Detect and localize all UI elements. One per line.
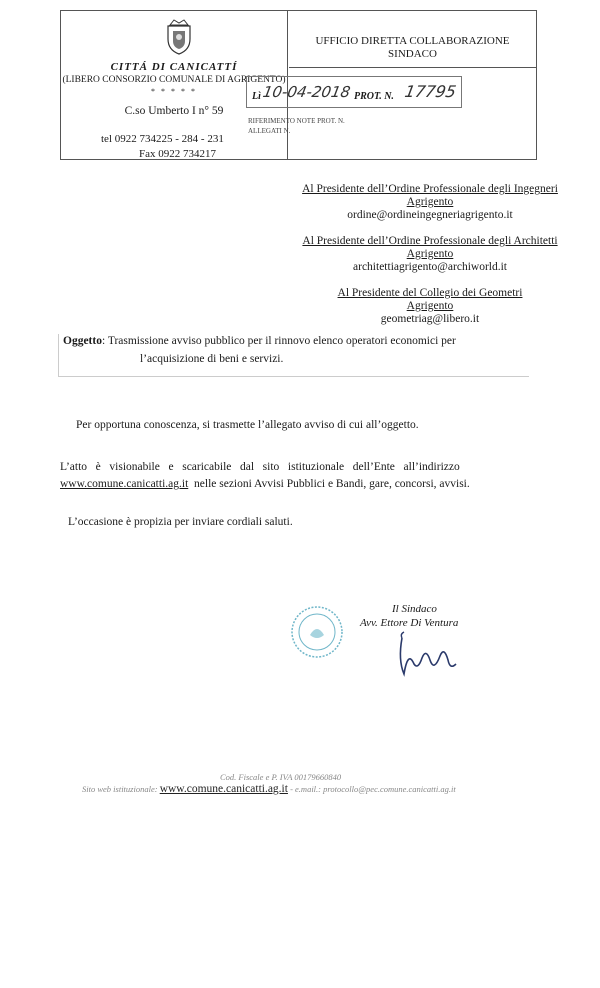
handwritten-signature-icon: [392, 630, 462, 678]
recipient-architetti: Al Presidente dell’Ordine Professionale degli Architetti Agrigento architettiagrigento@archiworld.it: [290, 235, 570, 274]
date-label: Lì: [252, 91, 261, 102]
recipient-geometri: Al Presidente del Collegio dei Geometri Agrigento geometriag@libero.it: [290, 287, 570, 326]
footer-contacts: Sito web istituzionale: www.comune.canicatti.ag.it - e.mail.: protocollo@pec.comune.canicatti.ag.it: [82, 783, 456, 795]
date-handwritten: 10-04-2018: [261, 83, 352, 101]
official-stamp-icon: [290, 605, 344, 659]
footer-website-link[interactable]: www.comune.canicatti.ag.it: [159, 783, 288, 795]
paragraph-1: Per opportuna conoscenza, si trasmette l’allegato avviso di cui all’oggetto.: [76, 419, 419, 431]
telephone: tel 0922 734225 - 284 - 231: [101, 133, 224, 145]
stars-divider: * * * * *: [151, 87, 197, 96]
address: C.so Umberto I n° 59: [124, 105, 224, 117]
city-name: CITTÁ DI CANICATTÍ: [110, 61, 238, 73]
paragraph-2-line-2: www.comune.canicatti.ag.it nelle sezioni Avvisi Pubblici e Bandi, gare, concorsi, avvisi.: [60, 478, 470, 490]
recipient-ingegneri: Al Presidente dell’Ordine Professionale degli Ingegneri Agrigento ordine@ordineingegneriagrigento.it: [290, 183, 570, 222]
recipient-email: ordine@ordineingegneriagrigento.it: [347, 209, 513, 221]
fiscal-code: Cod. Fiscale e P. IVA 00179660840: [220, 772, 342, 782]
website-link[interactable]: www.comune.canicatti.ag.it: [60, 478, 189, 490]
city-crest-icon: [164, 17, 194, 55]
recipient-email: architettiagrigento@archiworld.it: [353, 261, 507, 273]
consorzio-name: (LIBERO CONSORZIO COMUNALE DI AGRIGENTO): [62, 75, 286, 85]
footer-email: - e.mail.: protocollo@pec.comune.canicatti.ag.it: [287, 784, 456, 794]
protocol-label: PROT. N.: [354, 91, 394, 102]
protocol-number-handwritten: 17795: [403, 82, 458, 101]
reference-note: RIFERIMENTO NOTE PROT. N. ALLEGATI N.: [248, 117, 345, 135]
subject-line: Oggetto: Trasmissione avviso pubblico per il rinnovo elenco operatori economici per: [63, 335, 456, 347]
subject-line-2: l’acquisizione di beni e servizi.: [140, 353, 284, 365]
office-name: UFFICIO DIRETTA COLLABORAZIONE SINDACO: [315, 35, 510, 60]
signatory-name: Avv. Ettore Di Ventura: [360, 617, 459, 629]
paragraph-2-line-1: L’atto è visionabile e scaricabile dal sito istituzionale dell’Ente all’indirizzo: [60, 461, 460, 473]
paragraph-3: L’occasione è propizia per inviare cordiali saluti.: [68, 516, 293, 528]
office-underline: [289, 67, 536, 68]
recipient-email: geometriag@libero.it: [380, 313, 480, 325]
fax: Fax 0922 734217: [139, 148, 216, 160]
subject-label: Oggetto: [63, 335, 102, 347]
signatory-role: Il Sindaco: [392, 603, 437, 615]
